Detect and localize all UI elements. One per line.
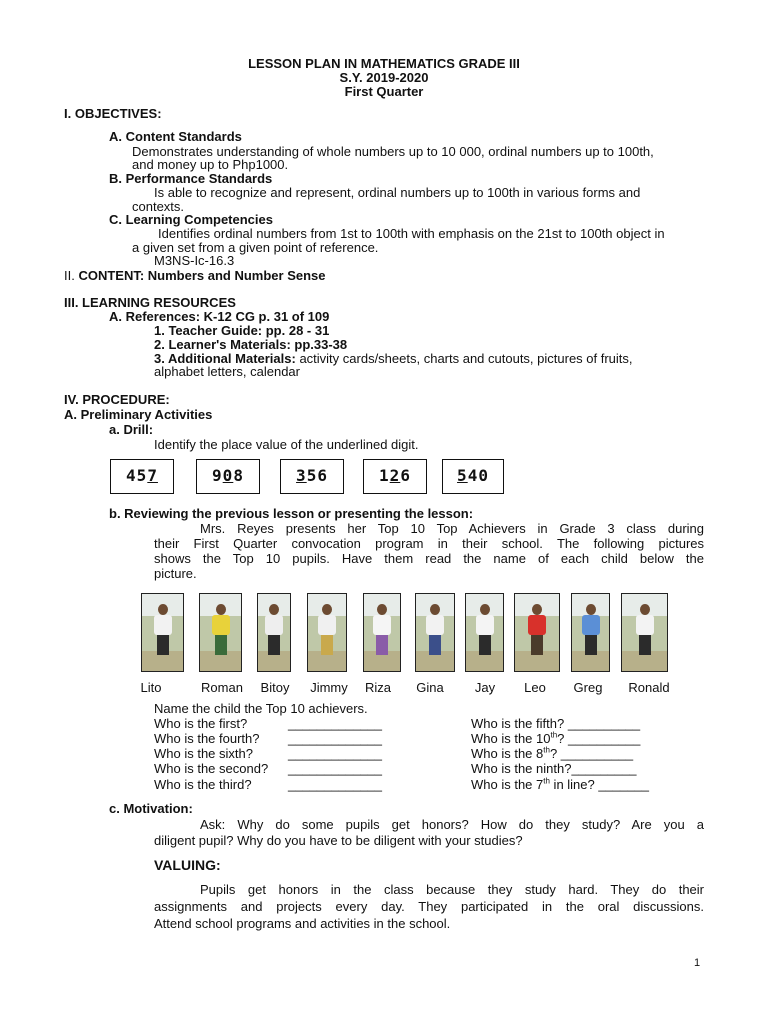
review-heading: b. Reviewing the previous lesson or presenting the lesson: [109,506,474,521]
answer-blank: _____________ [288,731,382,746]
content-standards-line1: Demonstrates understanding of whole numbers up to 10 000, ordinal numbers up to 100th, [132,144,654,159]
question-text: Who is the fourth? [154,731,260,746]
document-title: LESSON PLAN IN MATHEMATICS GRADE III [248,56,520,71]
question-right [471,777,649,792]
drill-heading: a. Drill: [109,422,154,437]
question-text: Who is the sixth? [154,746,253,761]
drill-underlined-digit: 2 [389,466,401,486]
question-right [471,731,640,746]
pupil-photo [621,593,668,672]
drill-digits: 8 [233,466,244,486]
pupil-photo [257,593,291,672]
procedure-heading: IV. PROCEDURE: [64,392,170,407]
drill-box [196,459,260,494]
pupil-name: Riza [364,680,391,695]
pupil-photo [415,593,455,672]
motivation-line1 [154,817,704,832]
drill-underlined-digit: 0 [222,466,234,486]
pupil-photo [363,593,401,672]
performance-standards-heading: B. Performance Standards [109,171,273,186]
pupil-name: Gina [416,680,444,695]
pupil-name: Greg [573,680,603,695]
page-number: 1 [694,957,701,969]
review-line4: picture. [154,566,197,581]
valuing-heading: VALUING: [154,857,221,873]
additional-materials-text2: alphabet letters, calendar [154,364,300,379]
question-right [471,716,640,731]
valuing-line1-text: Pupils get honors in the class because they study hard. They do their [200,882,704,897]
pupil-photo [199,593,242,672]
performance-standards-line1: Is able to recognize and represent, ordinal numbers up to 100th in various forms and [154,185,641,200]
question-right [471,746,633,761]
content-standards-heading: A. Content Standards [109,129,242,144]
answer-blank: __________ [567,716,641,731]
drill-underlined-digit: 7 [147,466,158,486]
question-left [154,746,253,761]
pupil-name: Leo [524,680,546,695]
question-text: Who is the 8 [471,746,544,761]
question-left [154,731,260,746]
question-text: Who is the first? [154,716,248,731]
drill-box [363,459,427,494]
pupil-name: Bitoy [260,680,290,695]
learners-materials: 2. Learner's Materials: pp.33-38 [154,337,348,352]
drill-digits: 9 [212,466,223,486]
question-text: Who is the 10 [471,731,551,746]
review-line2: their First Quarter convocation program in their school. The following pictures [154,536,704,551]
resources-heading: III. LEARNING RESOURCES [64,295,236,310]
drill-box [442,459,504,494]
answer-blank: _____________ [288,761,382,776]
ordinal-suffix: th [543,745,550,755]
drill-underlined-digit: 5 [457,466,468,486]
performance-standards-line2: contexts. [132,199,185,214]
question-text: in line? [549,777,599,792]
answer-blank: _________ [571,761,637,776]
drill-box [280,459,344,494]
motivation-line1-text: Ask: Why do some pupils get honors? How do they study? Are you a [200,817,704,832]
pupil-name: Roman [201,680,243,695]
question-text: ? [549,746,561,761]
pupil-name: Jimmy [310,680,348,695]
answer-blank: _____________ [288,777,382,792]
pupil-photo [141,593,184,672]
competencies-line2: a given set from a given point of reference. [132,240,379,255]
content-section [64,268,326,283]
answer-blank: __________ [568,731,641,746]
content-label: CONTENT: Numbers and Number Sense [78,268,326,283]
question-left [154,761,268,776]
valuing-line2: assignments and projects every day. They participated in the oral discussions. [154,899,704,914]
name-prompt: Name the child the Top 10 achievers. [154,701,368,716]
question-text: Who is the 7 [471,777,544,792]
drill-instruction: Identify the place value of the underlined digit. [154,437,419,452]
drill-digits: 1 [379,466,390,486]
content-prefix: II. [64,268,79,283]
answer-blank: __________ [560,746,634,761]
answer-blank: _______ [598,777,649,792]
objectives-heading: I. OBJECTIVES: [64,106,162,121]
motivation-heading: c. Motivation: [109,801,193,816]
question-right [471,761,637,776]
motivation-line2: diligent pupil? Why do you have to be diligent with your studies? [154,833,523,848]
quarter: First Quarter [344,84,424,99]
question-text: Who is the ninth? [471,761,572,776]
review-line3: shows the Top 10 pupils. Have them read the name of each child below the [154,551,704,566]
drill-digits: 40 [467,466,489,486]
ordinal-suffix: th [550,730,558,740]
pupil-photo [514,593,560,672]
pupil-photo [465,593,504,672]
review-line1 [154,521,704,536]
references: A. References: K-12 CG p. 31 of 109 [109,309,330,324]
drill-underlined-digit: 3 [296,466,307,486]
question-text: Who is the third? [154,777,252,792]
additional-materials-text: activity cards/sheets, charts and cutouts, pictures of fruits, [295,351,633,366]
drill-digits: 45 [126,466,148,486]
pupil-name: Jay [474,680,496,695]
competencies-line1: Identifies ordinal numbers from 1st to 100th with emphasis on the 21st to 100th object in [158,226,665,241]
pupil-photo [571,593,610,672]
question-text: Who is the fifth? [471,716,568,731]
competencies-heading: C. Learning Competencies [109,212,273,227]
competencies-code: M3NS-Ic-16.3 [154,253,235,268]
answer-blank: _____________ [288,716,382,731]
question-text: Who is the second? [154,761,269,776]
review-line1-text: Mrs. Reyes presents her Top 10 Top Achievers in Grade 3 class during [200,521,704,536]
content-standards-line2: and money up to Php1000. [132,157,289,172]
drill-digits: 6 [400,466,411,486]
pupil-photo [307,593,347,672]
pupil-name: Ronald [628,680,670,695]
valuing-line1 [154,882,704,897]
pupil-name: Lito [140,680,162,695]
answer-blank: _____________ [288,746,382,761]
teacher-guide: 1. Teacher Guide: pp. 28 - 31 [154,323,330,338]
valuing-line3: Attend school programs and activities in the school. [154,916,451,931]
drill-digits: 56 [306,466,328,486]
drill-box [110,459,174,494]
preliminary-heading: A. Preliminary Activities [64,407,213,422]
ordinal-suffix: th [543,776,550,786]
question-left [154,716,247,731]
question-left [154,777,252,792]
question-text: ? [557,731,569,746]
additional-materials-label: 3. Additional Materials: [154,351,296,366]
school-year: S.Y. 2019-2020 [339,70,429,85]
